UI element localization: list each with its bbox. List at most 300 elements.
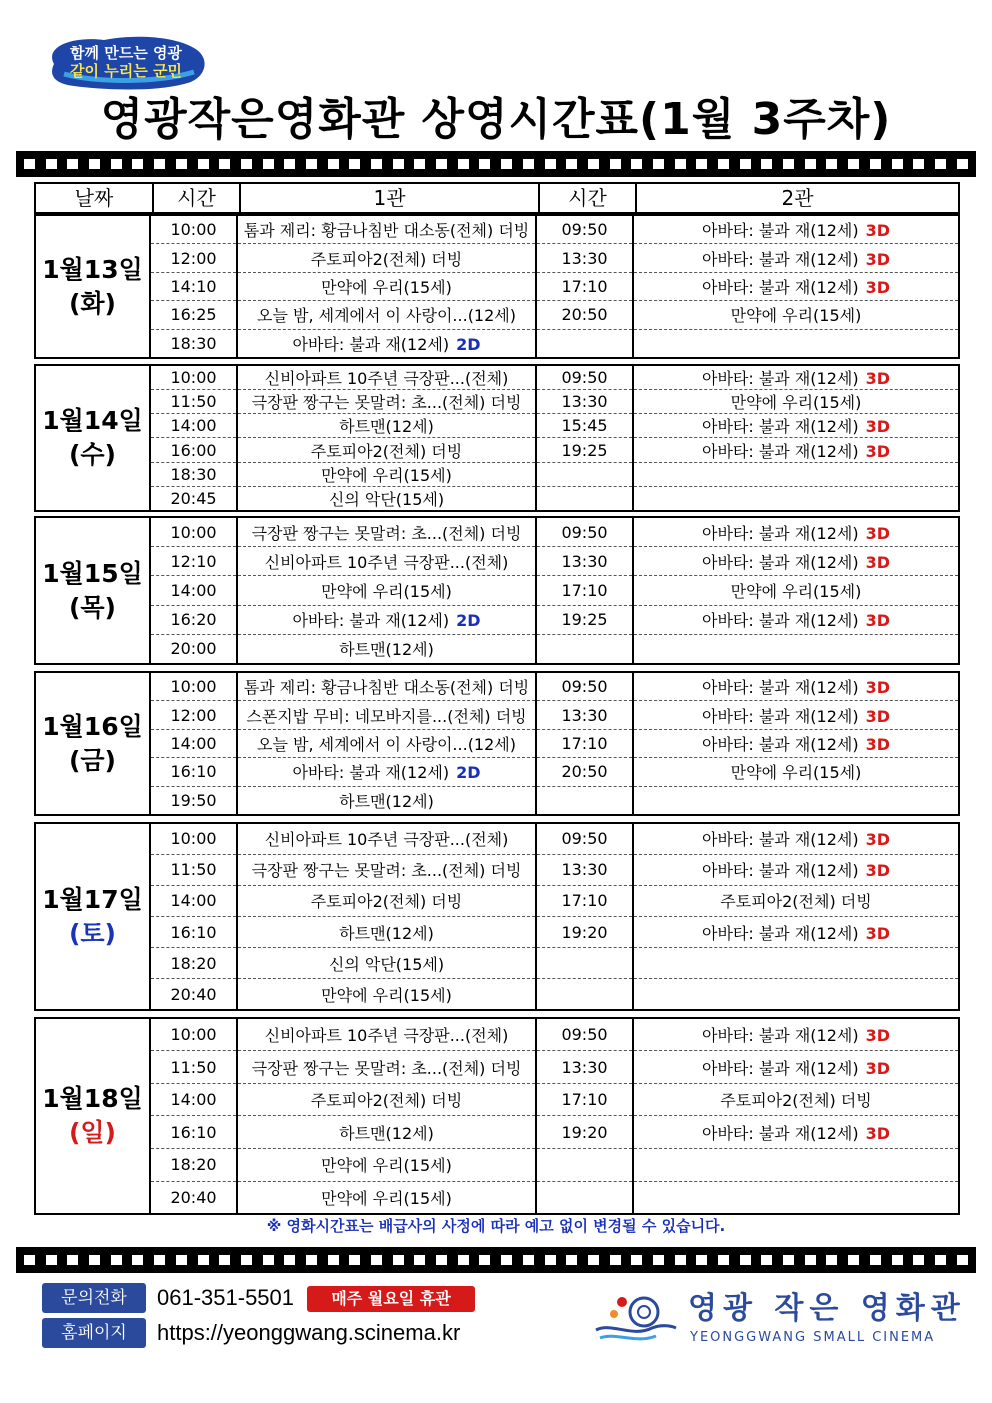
time-hall2: [536, 414, 633, 438]
weekday-text: (토): [68, 918, 116, 948]
movie-hall2-text: 아바타: 불과 재(12세): [701, 249, 859, 269]
time-hall1-text: 18:30: [170, 333, 217, 353]
web-label: 홈페이지: [42, 1318, 146, 1348]
movie-hall2-text: 아바타: 불과 재(12세): [701, 1123, 859, 1143]
format-tag: 3D: [865, 277, 891, 297]
table-row: [36, 605, 958, 634]
time-hall2-text: 20:50: [561, 762, 608, 782]
film-hole: [957, 1255, 968, 1265]
table-row: [36, 979, 958, 1009]
format-tag: 3D: [865, 249, 891, 269]
time-hall1: [150, 414, 237, 438]
day-label: [36, 216, 150, 357]
date-text: 1월18일: [42, 1084, 143, 1113]
date-text: 1월13일: [42, 254, 143, 284]
web-link[interactable]: https://yeonggwang.scinema.kr: [157, 1320, 461, 1345]
time-hall1: [150, 547, 237, 576]
format-tag: 3D: [865, 1058, 891, 1078]
movie-hall1-text: 스폰지밥 무비: 네모바지를...(전체) 더빙: [246, 706, 527, 726]
film-hole: [957, 159, 968, 169]
format-tag: 3D: [865, 861, 891, 881]
table-row: [36, 486, 958, 510]
movie-hall2: [633, 729, 958, 757]
table-row: [36, 729, 958, 757]
movie-hall1: [237, 244, 536, 272]
movie-hall1-text: 하트맨(12세): [339, 417, 434, 437]
film-hole: [870, 159, 881, 169]
movie-hall1: [237, 786, 536, 814]
film-strip-top: [16, 151, 976, 177]
movie-hall2-text: 아바타: 불과 재(12세): [701, 221, 859, 241]
movie-hall2-text: 아바타: 불과 재(12세): [701, 923, 859, 943]
time-hall2: [536, 916, 633, 947]
brand-name-en: YEONGGWANG SMALL CINEMA: [690, 1330, 936, 1345]
movie-hall2: [633, 462, 958, 486]
film-hole: [740, 159, 751, 169]
time-hall1: [150, 634, 237, 663]
time-hall1-text: 18:30: [170, 464, 217, 484]
time-hall2-text: 17:10: [561, 891, 608, 911]
format-tag: 3D: [865, 1123, 891, 1143]
time-hall2: [536, 605, 633, 634]
movie-hall1: [237, 329, 536, 357]
day-label: [36, 518, 150, 663]
closed-badge: 매주 월요일 휴관: [307, 1286, 475, 1312]
film-hole: [545, 1255, 556, 1265]
film-hole: [783, 159, 794, 169]
movie-hall2-text: 아바타: 불과 재(12세): [701, 1058, 859, 1078]
film-hole: [566, 159, 577, 169]
movie-hall2-text: 주토피아2(전체) 더빙: [720, 1091, 872, 1111]
time-hall2: [536, 824, 633, 854]
movie-hall1-text: 신의 악단(15세): [328, 954, 445, 974]
film-hole: [501, 159, 512, 169]
time-hall1-text: 16:10: [170, 1122, 217, 1142]
film-hole: [696, 159, 707, 169]
time-hall1: [150, 244, 237, 272]
movie-hall1-text: 아바타: 불과 재(12세): [292, 334, 450, 354]
time-hall1-text: 14:00: [170, 733, 217, 753]
time-hall2: [536, 486, 633, 510]
table-row: [36, 438, 958, 462]
film-hole: [263, 159, 274, 169]
movie-hall1-text: 만약에 우리(15세): [321, 1188, 452, 1208]
time-hall1-text: 16:00: [170, 440, 217, 460]
time-hall1-text: 14:00: [170, 1090, 217, 1110]
movie-hall1: [237, 1149, 536, 1182]
format-tag: 2D: [456, 763, 481, 783]
film-hole: [219, 1255, 230, 1265]
film-hole: [46, 1255, 57, 1265]
time-hall1-text: 20:40: [170, 1187, 217, 1207]
film-hole: [132, 159, 143, 169]
table-row: [36, 673, 958, 701]
movie-hall1-text: 하트맨(12세): [339, 640, 434, 660]
movie-hall1-text: 신비아파트 10주년 극장판...(전체): [264, 830, 509, 850]
date-text: 1월15일: [42, 558, 143, 588]
time-hall2: [536, 948, 633, 979]
movie-hall1-text: 하트맨(12세): [339, 1123, 434, 1143]
day-block: [34, 364, 960, 512]
movie-hall2: [633, 414, 958, 438]
time-hall1-text: 12:00: [170, 705, 217, 725]
time-hall1: [150, 1149, 237, 1182]
weekday-text: (금): [68, 745, 116, 775]
movie-hall2: [633, 885, 958, 916]
time-hall1: [150, 854, 237, 885]
time-hall2: [536, 1083, 633, 1116]
time-hall2-text: 19:25: [561, 610, 608, 630]
time-hall2: [536, 1019, 633, 1051]
table-row: [36, 885, 958, 916]
time-hall1: [150, 1083, 237, 1116]
time-hall2-text: 17:10: [561, 276, 608, 296]
time-hall2: [536, 244, 633, 272]
time-hall1: [150, 366, 237, 390]
time-hall2-text: 13:30: [561, 551, 608, 571]
time-hall1: [150, 329, 237, 357]
time-hall1: [150, 576, 237, 605]
notice: ※ 영화시간표는 배급사의 사정에 따라 예고 없이 변경될 수 있습니다.: [266, 1217, 726, 1235]
movie-hall1: [237, 1051, 536, 1084]
film-hole: [588, 1255, 599, 1265]
time-hall1: [150, 438, 237, 462]
film-hole: [24, 1255, 35, 1265]
time-hall2: [536, 390, 633, 414]
film-hole: [284, 1255, 295, 1265]
brand-name-kr: 영광 작은 영화관: [688, 1291, 966, 1326]
time-hall2: [536, 758, 633, 786]
slogan-line2: 같이 누리는 군민: [70, 62, 182, 80]
film-hole: [935, 159, 946, 169]
movie-hall2-text: 아바타: 불과 재(12세): [701, 369, 859, 389]
film-hole: [349, 1255, 360, 1265]
film-hole: [826, 159, 837, 169]
movie-hall1-text: 신비아파트 10주년 극장판...(전체): [264, 1026, 509, 1046]
day-label: [36, 673, 150, 814]
film-hole: [371, 1255, 382, 1265]
date-text: 1월14일: [42, 406, 143, 435]
time-hall1: [150, 390, 237, 414]
header-hall1: 1관: [239, 184, 538, 212]
table-row: [36, 1149, 958, 1182]
film-hole: [631, 159, 642, 169]
phone-label: 문의전화: [42, 1283, 146, 1313]
time-hall1-text: 10:00: [170, 522, 217, 542]
film-hole: [913, 1255, 924, 1265]
movie-hall2: [633, 390, 958, 414]
movie-hall1-text: 신비아파트 10주년 극장판...(전체): [264, 552, 509, 572]
table-row: [36, 701, 958, 729]
time-hall1: [150, 216, 237, 244]
film-hole: [675, 1255, 686, 1265]
time-hall2-text: 20:50: [561, 305, 608, 325]
table-row: [36, 854, 958, 885]
table-row: [36, 414, 958, 438]
table-row: [36, 301, 958, 329]
table-row: [36, 1051, 958, 1084]
header-hall2: 2관: [635, 184, 958, 212]
table-row: [36, 518, 958, 547]
film-hole: [805, 1255, 816, 1265]
table-row: [36, 576, 958, 605]
movie-hall1: [237, 1116, 536, 1149]
time-hall2-text: 09:50: [561, 1025, 608, 1045]
time-hall1: [150, 758, 237, 786]
movie-hall2: [633, 576, 958, 605]
movie-hall2-text: 아바타: 불과 재(12세): [701, 277, 859, 297]
time-hall1-text: 10:00: [170, 829, 217, 849]
table-row: [36, 786, 958, 814]
format-tag: 3D: [865, 552, 891, 572]
movie-hall2-text: 아바타: 불과 재(12세): [701, 678, 859, 698]
format-tag: 3D: [865, 611, 891, 631]
movie-hall2: [633, 366, 958, 390]
film-hole: [588, 159, 599, 169]
time-hall1: [150, 1051, 237, 1084]
time-hall1-text: 16:20: [170, 610, 217, 630]
day-label: [36, 366, 150, 510]
time-hall1: [150, 272, 237, 300]
time-hall2-text: 19:20: [561, 1122, 608, 1142]
movie-hall1: [237, 414, 536, 438]
time-hall1-text: 10:00: [170, 677, 217, 697]
time-hall2: [536, 701, 633, 729]
time-hall1-text: 16:10: [170, 762, 217, 782]
film-hole: [913, 159, 924, 169]
time-hall2-text: 17:10: [561, 1090, 608, 1110]
film-hole: [870, 1255, 881, 1265]
movie-hall1: [237, 701, 536, 729]
time-hall1: [150, 786, 237, 814]
film-hole: [848, 1255, 859, 1265]
date-text: 1월16일: [42, 711, 143, 741]
movie-hall2-text: 아바타: 불과 재(12세): [701, 552, 859, 572]
movie-hall2: [633, 329, 958, 357]
movie-hall1-text: 신비아파트 10주년 극장판...(전체): [264, 369, 509, 389]
movie-hall2-text: 아바타: 불과 재(12세): [701, 441, 859, 461]
table-row: [36, 390, 958, 414]
film-hole: [132, 1255, 143, 1265]
time-hall2-text: 09:50: [561, 368, 608, 388]
time-hall1-text: 19:50: [170, 790, 217, 810]
weekday-text: (화): [68, 288, 116, 318]
time-hall1-text: 14:00: [170, 416, 217, 436]
movie-hall1-text: 극장판 짱구는 못말려: 초...(전체) 더빙: [251, 393, 522, 413]
movie-hall1: [237, 576, 536, 605]
time-hall1: [150, 1181, 237, 1213]
time-hall2: [536, 634, 633, 663]
film-hole: [631, 1255, 642, 1265]
film-hole: [718, 159, 729, 169]
film-hole: [414, 1255, 425, 1265]
film-hole: [349, 159, 360, 169]
phone-number: 061-351-5501: [157, 1285, 295, 1310]
film-hole: [89, 159, 100, 169]
movie-hall1-text: 만약에 우리(15세): [321, 277, 452, 297]
movie-hall1: [237, 486, 536, 510]
weekday-text: (수): [68, 440, 116, 469]
time-hall1: [150, 301, 237, 329]
movie-hall1: [237, 729, 536, 757]
movie-hall2: [633, 786, 958, 814]
table-row: [36, 244, 958, 272]
film-hole: [458, 159, 469, 169]
movie-hall1: [237, 1083, 536, 1116]
movie-hall1-text: 오늘 밤, 세계에서 이 사랑이...(12세): [256, 734, 516, 754]
time-hall2: [536, 1116, 633, 1149]
movie-hall2-text: 아바타: 불과 재(12세): [701, 417, 859, 437]
film-hole: [154, 159, 165, 169]
movie-hall2-text: 만약에 우리(15세): [730, 763, 862, 783]
table-row: [36, 1116, 958, 1149]
time-hall1: [150, 979, 237, 1009]
time-hall1-text: 14:00: [170, 580, 217, 600]
slogan-logo: [44, 34, 210, 92]
table-header: [34, 182, 960, 214]
film-hole: [610, 159, 621, 169]
movie-hall1: [237, 390, 536, 414]
time-hall1: [150, 885, 237, 916]
time-hall1-text: 10:00: [170, 368, 217, 388]
format-tag: 3D: [865, 523, 891, 543]
movie-hall2: [633, 673, 958, 701]
day-block: [34, 214, 960, 359]
movie-hall2: [633, 916, 958, 947]
film-hole: [393, 1255, 404, 1265]
time-hall2: [536, 272, 633, 300]
time-hall2: [536, 216, 633, 244]
film-hole: [761, 159, 772, 169]
day-label: [36, 824, 150, 1009]
film-hole: [306, 1255, 317, 1265]
format-tag: 3D: [865, 830, 891, 850]
film-hole: [263, 1255, 274, 1265]
time-hall2: [536, 518, 633, 547]
time-hall1-text: 20:45: [170, 488, 217, 508]
time-hall2: [536, 979, 633, 1009]
slogan-line1: 함께 만드는 영광: [70, 44, 182, 62]
format-tag: 3D: [865, 441, 891, 461]
time-hall2: [536, 1051, 633, 1084]
movie-hall1: [237, 272, 536, 300]
movie-hall1: [237, 1019, 536, 1051]
format-tag: 3D: [865, 734, 891, 754]
film-hole: [67, 1255, 78, 1265]
movie-hall2: [633, 605, 958, 634]
film-hole: [89, 1255, 100, 1265]
movie-hall1-text: 톰과 제리: 황금나침반 대소동(전체) 더빙: [243, 678, 530, 698]
table-row: [36, 948, 958, 979]
time-hall1-text: 16:25: [170, 305, 217, 325]
time-hall2-text: 13:30: [561, 392, 608, 412]
table-row: [36, 824, 958, 854]
movie-hall1-text: 하트맨(12세): [339, 923, 434, 943]
film-hole: [67, 159, 78, 169]
time-hall2-text: 19:20: [561, 922, 608, 942]
movie-hall2: [633, 216, 958, 244]
movie-hall1-text: 주토피아2(전체) 더빙: [310, 892, 463, 912]
time-hall2-text: 09:50: [561, 829, 608, 849]
movie-hall1-text: 톰과 제리: 황금나침반 대소동(전체) 더빙: [243, 221, 530, 241]
film-hole: [566, 1255, 577, 1265]
table-row: [36, 216, 958, 244]
movie-hall1-text: 아바타: 불과 재(12세): [292, 611, 450, 631]
movie-hall1-text: 만약에 우리(15세): [321, 465, 452, 485]
time-hall1-text: 20:00: [170, 639, 217, 659]
time-hall1-text: 11:50: [170, 860, 217, 880]
movie-hall2: [633, 486, 958, 510]
movie-hall1: [237, 758, 536, 786]
film-hole: [935, 1255, 946, 1265]
format-tag: 3D: [865, 369, 891, 389]
film-hole: [892, 159, 903, 169]
day-block: [34, 822, 960, 1011]
time-hall2: [536, 301, 633, 329]
time-hall1-text: 18:20: [170, 953, 217, 973]
film-hole: [154, 1255, 165, 1265]
film-hole: [501, 1255, 512, 1265]
film-hole: [219, 159, 230, 169]
movie-hall1-text: 오늘 밤, 세계에서 이 사랑이...(12세): [256, 306, 516, 326]
time-hall1-text: 11:50: [170, 1057, 217, 1077]
movie-hall2-text: 아바타: 불과 재(12세): [701, 1026, 859, 1046]
movie-hall1-text: 극장판 짱구는 못말려: 초...(전체) 더빙: [251, 523, 522, 543]
movie-hall1-text: 아바타: 불과 재(12세): [292, 763, 450, 783]
time-hall2-text: 17:10: [561, 733, 608, 753]
time-hall2-text: 13:30: [561, 705, 608, 725]
header-date: 날짜: [74, 186, 114, 210]
day-block: [34, 516, 960, 665]
time-hall2-text: 19:25: [561, 440, 608, 460]
time-hall1-text: 10:00: [170, 220, 217, 240]
movie-hall1: [237, 854, 536, 885]
movie-hall1: [237, 547, 536, 576]
movie-hall1: [237, 518, 536, 547]
film-hole: [436, 159, 447, 169]
table-row: [36, 462, 958, 486]
film-hole: [892, 1255, 903, 1265]
day-block: [34, 1017, 960, 1215]
movie-hall2: [633, 244, 958, 272]
time-hall1: [150, 518, 237, 547]
film-hole: [414, 159, 425, 169]
movie-hall2: [633, 634, 958, 663]
movie-hall2-text: 아바타: 불과 재(12세): [701, 611, 859, 631]
film-hole: [198, 1255, 209, 1265]
movie-hall1-text: 주토피아2(전체) 더빙: [310, 441, 463, 461]
movie-hall1-text: 만약에 우리(15세): [321, 581, 452, 601]
movie-hall1-text: 하트맨(12세): [339, 791, 434, 811]
format-tag: 2D: [456, 334, 481, 354]
time-hall1: [150, 605, 237, 634]
movie-hall1: [237, 916, 536, 947]
table-row: [36, 329, 958, 357]
movie-hall1: [237, 673, 536, 701]
film-hole: [306, 159, 317, 169]
time-hall1: [150, 1116, 237, 1149]
film-hole: [328, 159, 339, 169]
time-hall1: [150, 916, 237, 947]
film-hole: [241, 1255, 252, 1265]
movie-hall1-text: 만약에 우리(15세): [321, 1156, 452, 1176]
film-hole: [545, 159, 556, 169]
film-hole: [371, 159, 382, 169]
weekday-text: (목): [68, 592, 116, 622]
movie-hall1: [237, 301, 536, 329]
weekday-text: (일): [68, 1118, 116, 1147]
day-block: [34, 671, 960, 816]
